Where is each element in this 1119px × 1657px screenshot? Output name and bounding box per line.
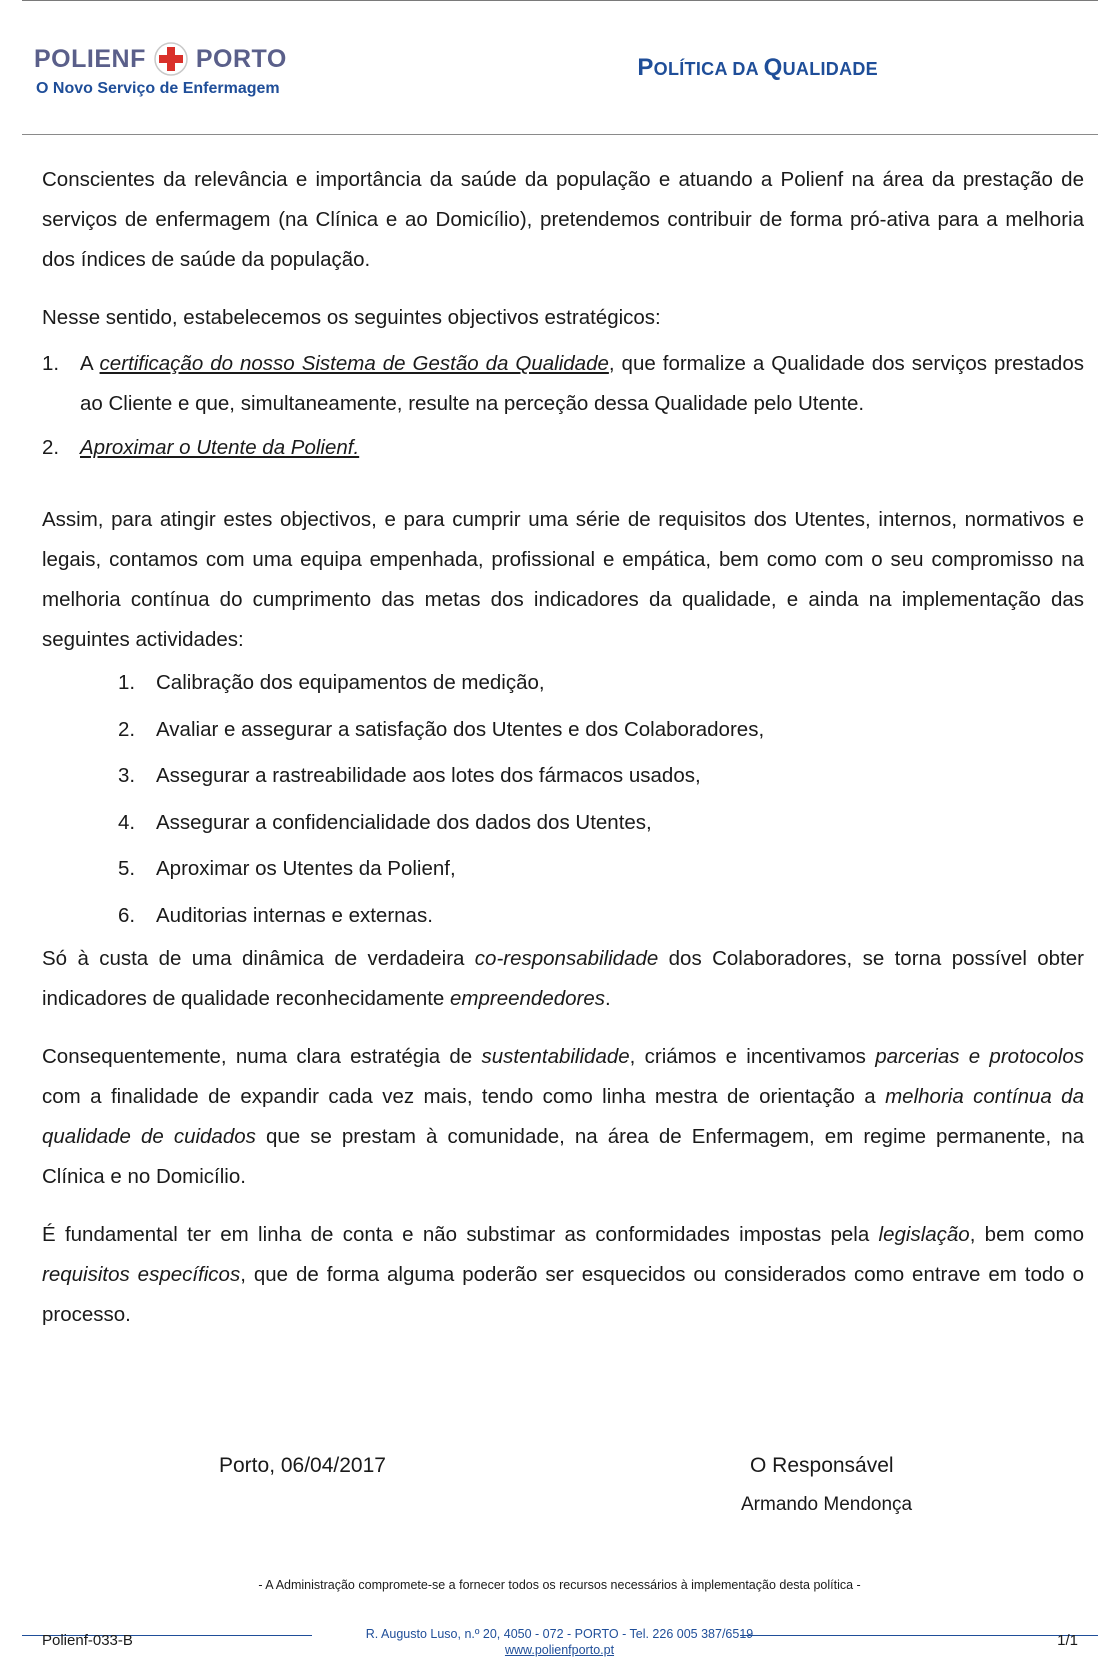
footer-note: - A Administração compromete-se a fornecer todos os recursos necessários à implementação desta política - <box>258 1578 861 1592</box>
red-cross-icon <box>154 42 188 76</box>
assim-paragraph: Assim, para atingir estes objectivos, e para cumprir uma série de requisitos dos Utentes, internos, normativos e legais, contamos com uma equipa empenhada, profissional e empática, bem como com o seu compromisso na melhoria contínua do cumprimento das metas dos indicadores da qualidade, e ainda na implementação das seguintes actividades: <box>42 508 1084 651</box>
list-item: 4. Assegurar a confidencialidade dos dados dos Utentes, <box>118 810 652 834</box>
objectives-list <box>42 344 1084 468</box>
list-item: 2. Aproximar o Utente da Polienf. <box>42 436 360 459</box>
policy-body <box>42 160 1084 1335</box>
document-title: POLÍTICA DA QUALIDADE <box>637 54 878 81</box>
signature-role: O Responsável <box>750 1454 894 1477</box>
list-item: 1. A certificação do nosso Sistema de Gestão da Qualidade, que formalize a Qualidade dos serviços prestados ao Cliente e que, simultaneamente, resulte na perceção dessa Qualidade pelo Utente. <box>42 352 1084 415</box>
list-item: 3. Assegurar a rastreabilidade aos lotes dos fármacos usados, <box>118 764 701 787</box>
signature-date: Porto, 06/04/2017 <box>219 1454 386 1477</box>
intro-paragraph: Conscientes da relevância e importância da saúde da população e atuando a Polienf na área da prestação de serviços de enfermagem (na Clínica e ao Domicílio), pretendemos contribuir de forma pró-ativa para a melhoria dos índices de saúde da população. <box>42 168 1084 271</box>
objective-approach-link: Aproximar o Utente da Polienf. <box>80 436 360 459</box>
footer-address: R. Augusto Luso, n.º 20, 4050 - 072 - PORTO - Tel. 226 005 387/6519 <box>365 1627 754 1641</box>
activities-list <box>118 660 1084 939</box>
document-code: Polienf-033-B <box>42 1632 133 1649</box>
logo-word-porto: PORTO <box>195 44 287 73</box>
objective-certification-link: certificação do nosso Sistema de Gestão da Qualidade <box>99 352 609 375</box>
list-item: 1. Calibração dos equipamentos de medição, <box>118 671 545 694</box>
footer-website-link[interactable]: www.polienfporto.pt <box>504 1643 615 1657</box>
page-header <box>32 30 1098 130</box>
consequentemente-paragraph: Consequentemente, numa clara estratégia de sustentabilidade, criámos e incentivamos parcerias e protocolos com a finalidade de expandir cada vez mais, tendo como linha mestra de orientação a melhoria contínua da qualidade de cuidados que se prestam à comunidade, na área de Enfermagem, em regime permanente, na Clínica e no Domicílio. <box>42 1045 1085 1188</box>
logo-subtitle: O Novo Serviço de Enfermagem <box>36 80 280 97</box>
objectives-intro: Nesse sentido, estabelecemos os seguintes objectivos estratégicos: <box>42 306 661 329</box>
top-rule <box>22 0 1098 1</box>
signature-name: Armando Mendonça <box>741 1494 913 1515</box>
page-number: 1/1 <box>1057 1632 1078 1649</box>
header-divider <box>22 134 1098 135</box>
list-item: 2. Avaliar e assegurar a satisfação dos Utentes e dos Colaboradores, <box>118 717 765 741</box>
polienf-logo <box>34 36 354 102</box>
logo-word-polienf: POLIENF <box>34 44 146 73</box>
list-item: 5. Aproximar os Utentes da Polienf, <box>118 857 456 880</box>
fundamental-paragraph: É fundamental ter em linha de conta e não substimar as conformidades impostas pela legislação, bem como requisitos específicos, que de forma alguma poderão ser esquecidos ou considerados como entrave em todo o processo. <box>42 1223 1084 1326</box>
list-item: 6. Auditorias internas e externas. <box>118 903 433 927</box>
co-responsabilidade-paragraph: Só à custa de uma dinâmica de verdadeira co-responsabilidade dos Colaboradores, se torna possível obter indicadores de qualidade reconhecidamente empreendedores. <box>42 947 1084 1010</box>
